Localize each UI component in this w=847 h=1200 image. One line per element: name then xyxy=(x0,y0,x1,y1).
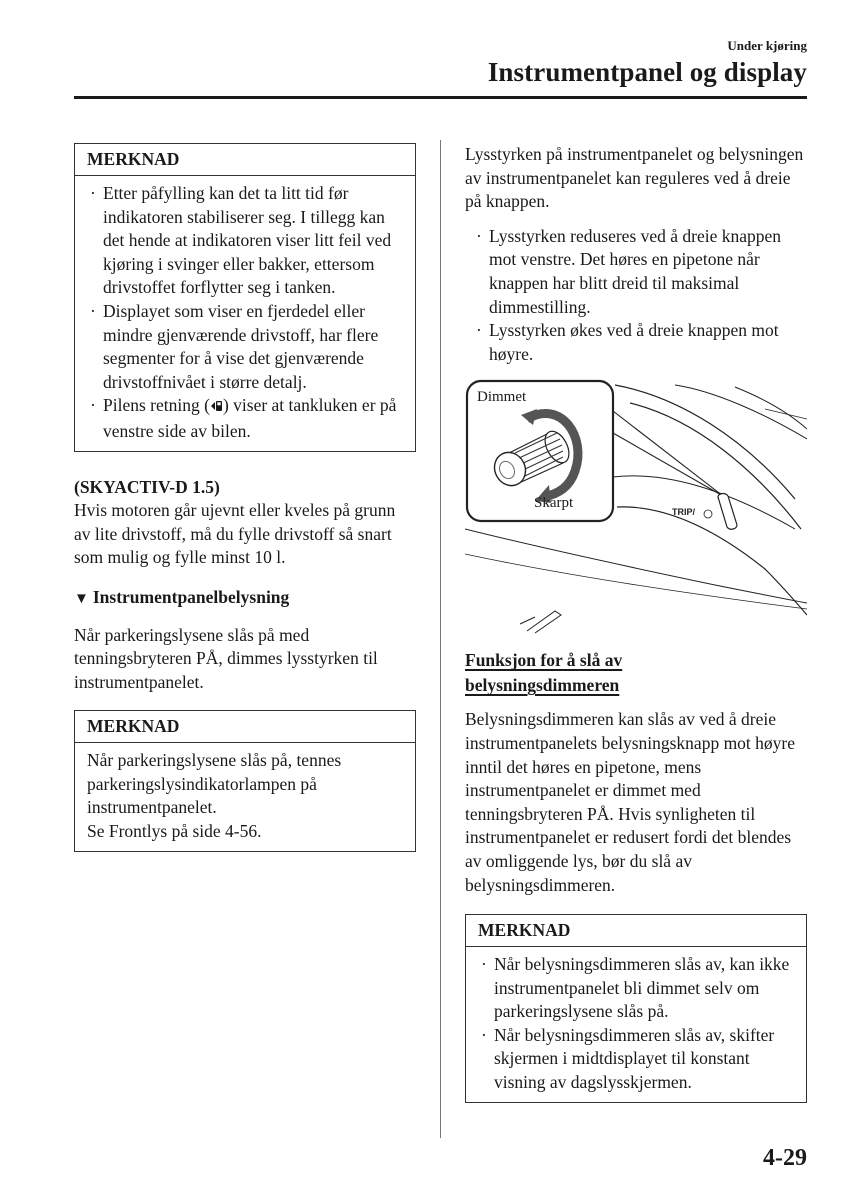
skyactiv-text: Hvis motoren går ujevnt eller kveles på grunn av lite drivstoff, må du fylle drivstoff så snart som mulig og fylle minst 10 l. xyxy=(74,500,396,568)
triangle-marker-icon: ▼ xyxy=(74,590,89,607)
page-number: 4-29 xyxy=(763,1145,807,1171)
bright-label: Skarpt xyxy=(534,495,574,512)
page-title: Instrumentpanel og display xyxy=(487,57,807,87)
dashboard-illustration xyxy=(465,379,807,645)
section-text: Når parkeringslysene slås på med tenningsbryteren PÅ, dimmes lysstyrken til instrumentpanelet. xyxy=(74,624,378,692)
note-bullet: · Displayet som viser en fjerdedel eller mindre gjenværende drivstoff, har flere segmenter for å vise det gjenværende drivstoffnivået i større detalj. xyxy=(87,300,405,394)
note-heading: MERKNAD xyxy=(466,915,806,947)
note-bullet: · Etter påfylling kan det ta litt tid før indikatoren stabiliserer seg. I tillegg kan det hende at indikatoren viser litt feil ved kjøring i svinger eller bakker, ettersom drivstoffet forflytter seg i tanken. xyxy=(87,182,405,300)
intro-text: Lysstyrken på instrumentpanelet og belysningen av instrumentpanelet kan reguleres ved å dreie på knappen. xyxy=(465,144,804,212)
section-heading xyxy=(74,586,416,612)
body-bullet: · Lysstyrken økes ved å dreie knappen mot høyre. xyxy=(473,319,807,366)
dimmed-label: Dimmet xyxy=(477,389,527,406)
note-box-fuel xyxy=(74,143,416,452)
note-heading: MERKNAD xyxy=(75,711,415,743)
trip-label: TRIP/ xyxy=(672,507,696,518)
note-body xyxy=(466,947,806,1102)
note-heading: MERKNAD xyxy=(75,144,415,176)
note-body xyxy=(75,743,415,850)
body-bullet: · Lysstyrken reduseres ved å dreie knappen mot venstre. Det høres en pipetone når knappen har blitt dreid til maksimal dimmestilling. xyxy=(473,225,807,319)
bullet-text: Pilens retning ( xyxy=(103,395,210,416)
note-reference: Se Frontlys på side 4-56. xyxy=(87,821,262,842)
right-column xyxy=(465,143,807,1103)
note-box-dimmer xyxy=(465,914,807,1103)
subsection-heading xyxy=(465,648,807,698)
note-box-parking xyxy=(74,710,416,851)
note-bullet: · Når belysningsdimmeren slås av, skifter skjermen i midtdisplayet til konstant visning av dagslysskjermen. xyxy=(478,1024,796,1095)
dimmer-figure xyxy=(465,379,807,645)
subsection-heading-line: Funksjon for å slå av xyxy=(465,650,623,671)
note-bullet xyxy=(87,394,405,443)
section-heading-text: Instrumentpanelbelysning xyxy=(92,586,290,607)
section-label: Under kjøring xyxy=(727,38,807,53)
column-divider xyxy=(440,140,441,1138)
bullet-text: ) viser at tankluken er på venstre side av bilen. xyxy=(103,395,397,441)
skyactiv-heading: (SKYACTIV-D 1.5) xyxy=(74,476,220,497)
note-text: Når parkeringslysene slås på, tennes parkeringslysindikatorlampen på instrumentpanelet. xyxy=(87,750,342,818)
note-body xyxy=(75,176,415,451)
header-rule xyxy=(74,96,807,99)
subsection-text: Belysningsdimmeren kan slås av ved å dreie instrumentpanelets belysningsknapp mot høyre inntil det høres en pipetone, mens instrumentpanelet er dimmet med tenningsbryteren PÅ. Hvis synligheten til instrumentpanelet er redusert fordi det blendes av omliggende lys, bør du slå av belysningsdimmeren. xyxy=(465,709,796,895)
note-bullet: · Når belysningsdimmeren slås av, kan ikke instrumentpanelet bli dimmet selv om parkeringslysene slås på. xyxy=(478,953,796,1024)
subsection-heading-line: belysningsdimmeren xyxy=(465,675,620,696)
left-column xyxy=(74,143,416,852)
fuel-door-icon xyxy=(210,396,223,420)
